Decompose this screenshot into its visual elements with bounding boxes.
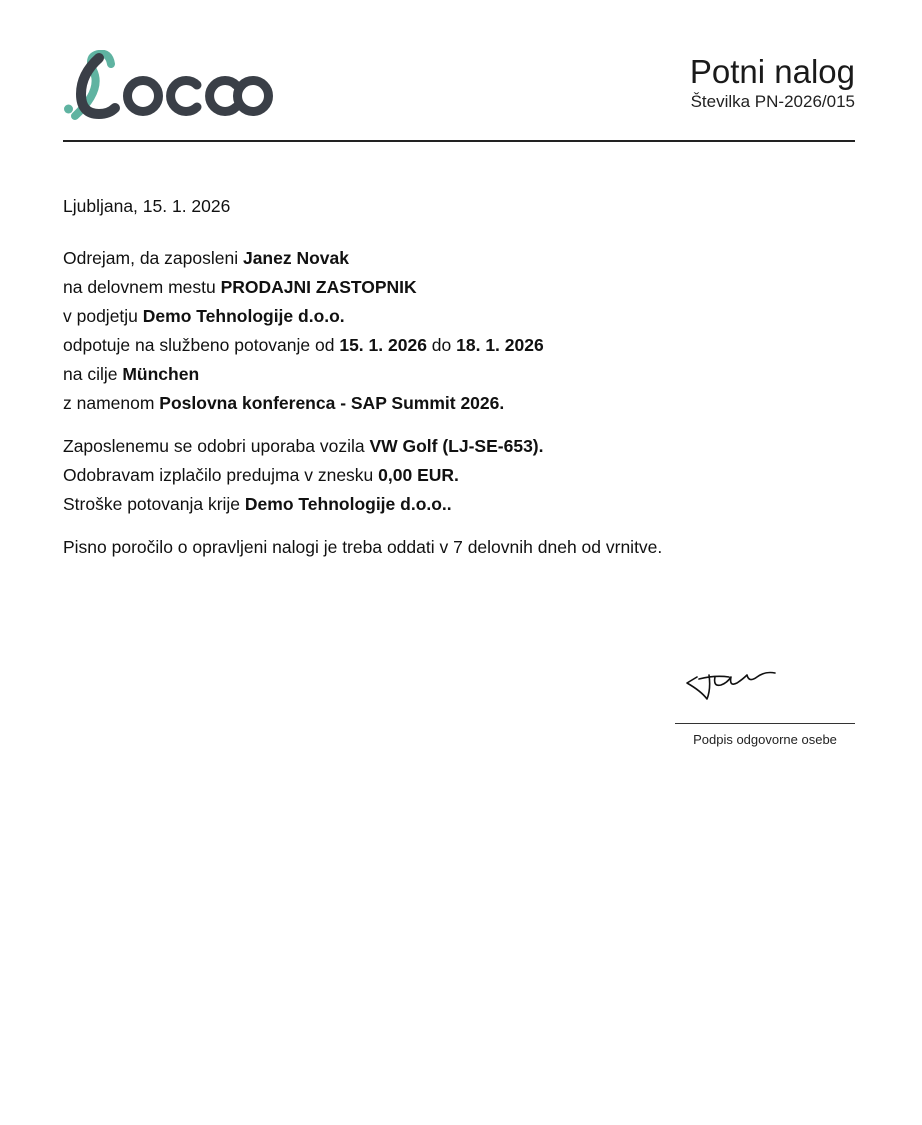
approval-line-payer: Stroške potovanja krije Demo Tehnologije d.o.o..	[63, 494, 452, 514]
advance-amount: 0,00 EUR.	[378, 465, 459, 485]
order-line-destination: na cilje München	[63, 364, 200, 384]
approval-line-vehicle: Zaposlenemu se odobri uporaba vozila VW Golf (LJ-SE-653).	[63, 436, 544, 456]
approval-block	[63, 432, 855, 519]
company-name: Demo Tehnologije d.o.o.	[142, 306, 345, 326]
order-line-position: na delovnem mestu PRODAJNI ZASTOPNIK	[63, 277, 417, 297]
date-from: 15. 1. 2026	[339, 335, 427, 355]
handwritten-signature-icon	[685, 663, 785, 703]
document-number: Številka PN-2026/015	[690, 92, 855, 111]
employee-position: PRODAJNI ZASTOPNIK	[220, 277, 417, 297]
company-logo	[63, 50, 278, 122]
approval-line-advance: Odobravam izplačilo predujma v znesku 0,00 EUR.	[63, 465, 459, 485]
document-body	[63, 192, 855, 562]
order-line-purpose: z namenom Poslovna konferenca - SAP Summit 2026.	[63, 393, 505, 413]
place-and-date: Ljubljana, 15. 1. 2026	[63, 196, 231, 216]
order-line-employee: Odrejam, da zaposleni Janez Novak	[63, 248, 349, 268]
document-title: Potni nalog	[689, 53, 855, 90]
signature-line	[675, 723, 855, 724]
destination: München	[122, 364, 200, 384]
signature-label: Podpis odgovorne osebe	[693, 732, 837, 747]
header-divider	[63, 140, 855, 142]
order-line-company: v podjetju Demo Tehnologije d.o.o.	[63, 306, 345, 326]
employee-name: Janez Novak	[242, 248, 349, 268]
signature-block	[675, 655, 855, 755]
date-to: 18. 1. 2026	[456, 335, 544, 355]
vehicle: VW Golf (LJ-SE-653).	[369, 436, 544, 456]
document-header	[63, 50, 855, 130]
cocco-logo-icon	[63, 50, 278, 122]
cost-payer: Demo Tehnologije d.o.o..	[244, 494, 452, 514]
document-page	[63, 0, 855, 1125]
report-note: Pisno poročilo o opravljeni nalogi je treba oddati v 7 delovnih dneh od vrnitve.	[63, 537, 663, 557]
order-line-dates: odpotuje na službeno potovanje od 15. 1. 2026 do 18. 1. 2026	[63, 335, 544, 355]
document-title-block	[690, 54, 855, 112]
travel-order-block	[63, 244, 855, 418]
trip-purpose: Poslovna konferenca - SAP Summit 2026.	[159, 393, 505, 413]
